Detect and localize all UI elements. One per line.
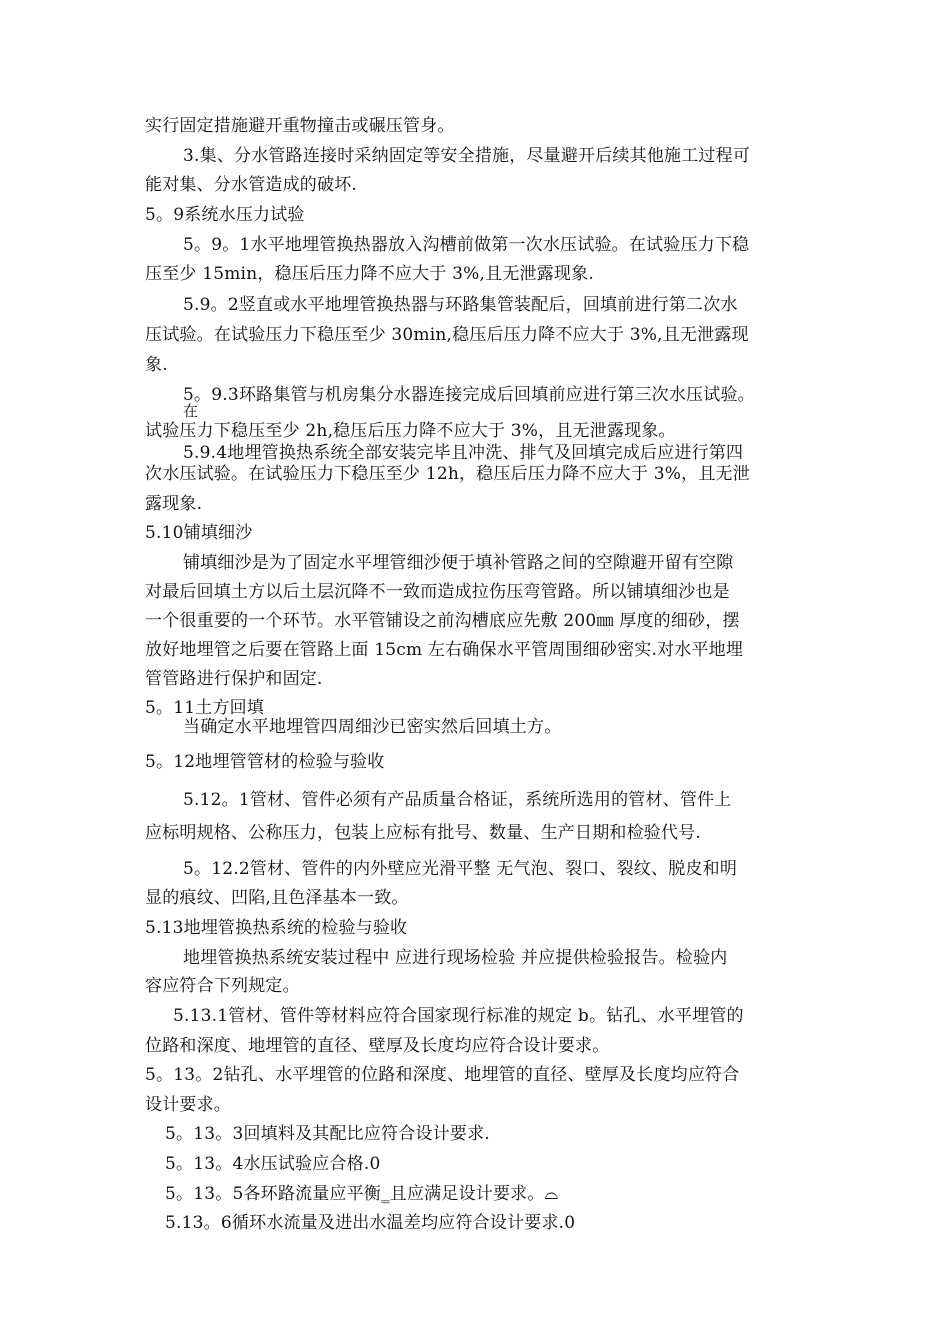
text-line: 当确定水平地埋管四周细沙已密实然后回填土方。 — [183, 717, 562, 737]
text-line: 5。9.3环路集管与机房集分水器连接完成后回填前应进行第三次水压试验。 — [183, 385, 755, 405]
text-line: 压至少 15min，稳压后压力降不应大于 3%,且无泄露现象. — [145, 264, 594, 284]
text-line: 对最后回填土方以后土层沉降不一致而造成拉伤压弯管路。所以铺填细沙也是 — [145, 582, 730, 602]
text-line: 实行固定措施避开重物撞击或碾压管身。 — [145, 116, 455, 136]
text-line: 象. — [145, 355, 168, 375]
text-line: 5.9.4地埋管换热系统全部安装完毕且冲洗、排气及回填完成后应进行第四 — [183, 443, 744, 463]
section-heading: 5。11土方回填 — [145, 698, 265, 718]
text-line: 5.9。2竖直或水平地埋管换热器与环路集管装配后，回填前进行第二次水 — [183, 295, 738, 315]
text-line: 位路和深度、地埋管的直径、壁厚及长度均应符合设计要求。 — [145, 1036, 610, 1056]
text-line: 5.13.1管材、管件等材料应符合国家现行标准的规定 b。钻孔、水平埋管的 — [173, 1006, 744, 1026]
section-heading: 5.10铺填细沙 — [145, 523, 253, 543]
text-line: 5。13。2钻孔、水平埋管的位路和深度、地埋管的直径、壁厚及长度均应符合 — [145, 1065, 740, 1085]
text-line: 5。12.2管材、管件的内外壁应光滑平整 无气泡、裂口、裂纹、脱皮和明 — [183, 859, 738, 879]
text-line: 5。13。5各环路流量应平衡‗且应满足设计要求。⌓ — [165, 1184, 559, 1204]
text-line: 5.13。6循环水流量及进出水温差均应符合设计要求.0 — [165, 1213, 576, 1233]
text-line: 设计要求。 — [145, 1095, 231, 1115]
section-heading: 5。9系统水压力试验 — [145, 205, 305, 225]
text-line: 次水压试验。在试验压力下稳压至少 12h，稳压后压力降不应大于 3%，且无泄 — [145, 464, 750, 484]
text-line: 3.集、分水管路连接时采纳固定等安全措施，尽量避开后续其他施工过程可 — [183, 146, 751, 166]
text-line: 应标明规格、公称压力，包装上应标有批号、数量、生产日期和检验代号. — [145, 823, 702, 843]
text-line: 管管路进行保护和固定. — [145, 669, 323, 689]
text-line: 5。13。3回填料及其配比应符合设计要求. — [165, 1124, 490, 1144]
section-heading: 5.13地埋管换热系统的检验与验收 — [145, 918, 408, 938]
text-line: 显的痕纹、凹陷,且色泽基本一致。 — [145, 888, 409, 908]
text-line: 能对集、分水管造成的破坏. — [145, 175, 358, 195]
text-line: 试验压力下稳压至少 2h,稳压后压力降不应大于 3%，且无泄露现象。 — [145, 421, 676, 441]
text-line: 容应符合下列规定。 — [145, 976, 300, 996]
text-line: 地埋管换热系统安装过程中 应进行现场检验 并应提供检验报告。检验内 — [183, 948, 728, 968]
text-line: 铺填细沙是为了固定水平埋管细沙便于填补管路之间的空隙避开留有空隙 — [183, 553, 734, 573]
text-line: 露现象. — [145, 494, 203, 514]
text-line: 5。13。4水压试验应合格.0 — [165, 1154, 381, 1174]
text-line: 放好地埋管之后要在管路上面 15cm 左右确保水平管周围细砂密实.对水平地埋 — [145, 640, 744, 660]
text-line: 5。9。1水平地埋管换热器放入沟槽前做第一次水压试验。在试验压力下稳 — [183, 235, 750, 255]
text-line: 压试验。在试验压力下稳压至少 30min,稳压后压力降不应大于 3%,且无泄露现 — [145, 325, 749, 345]
section-heading: 5。12地埋管管材的检验与验收 — [145, 752, 385, 772]
text-line: 5.12。1管材、管件必须有产品质量合格证，系统所选用的管材、管件上 — [183, 790, 732, 810]
text-line: 一个很重要的一个环节。水平管铺设之前沟槽底应先敷 200㎜ 厚度的细砂，摆 — [145, 611, 740, 631]
text-line: 在 — [183, 402, 199, 420]
